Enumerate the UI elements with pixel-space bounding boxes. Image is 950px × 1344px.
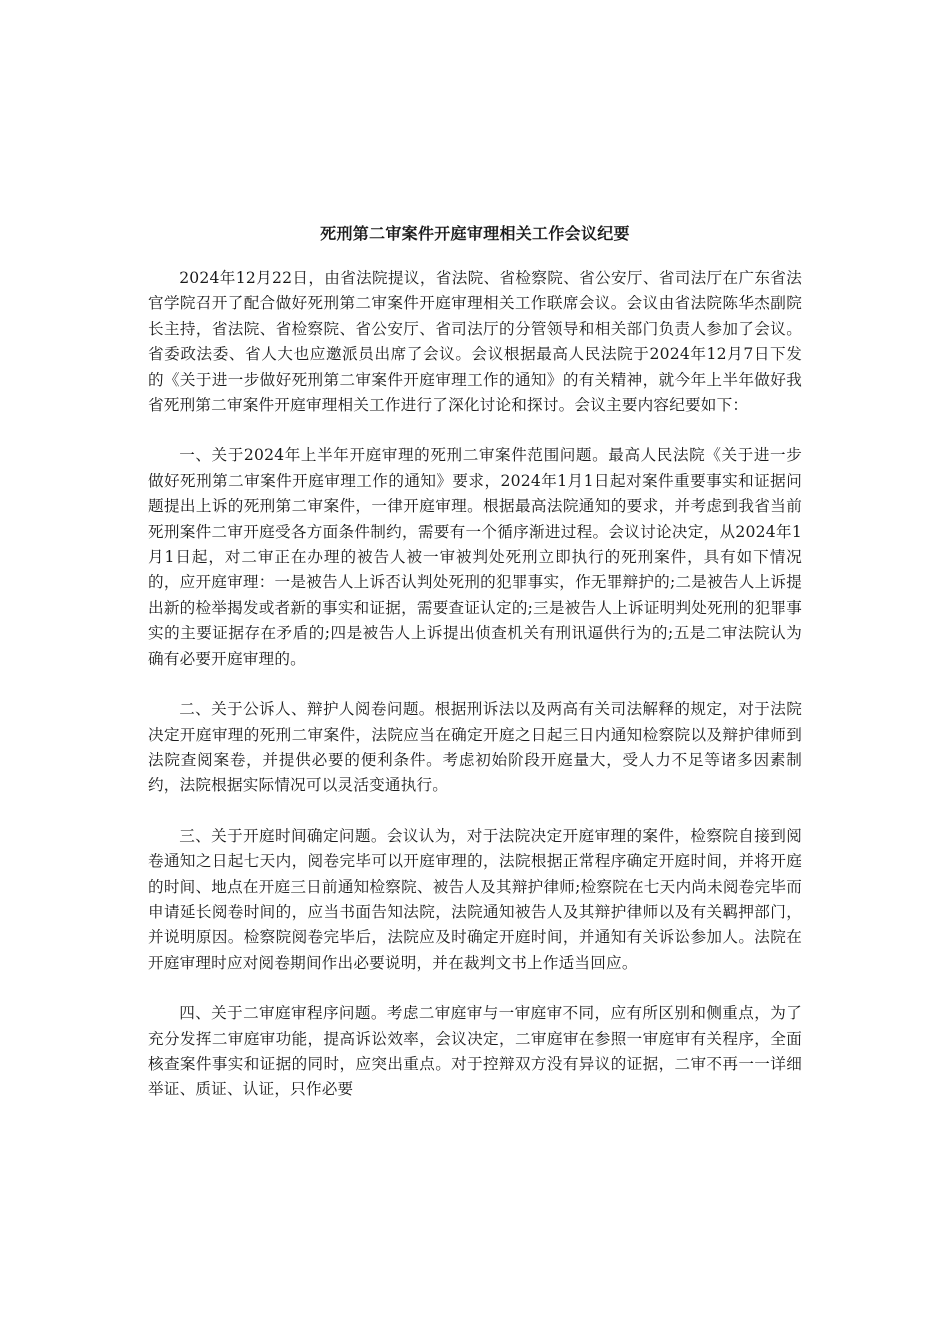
paragraph-section-3: 三、关于开庭时间确定问题。会议认为，对于法院决定开庭审理的案件，检察院自接到阅卷通知之日起七天内，阅卷完毕可以开庭审理的，法院根据正常程序确定开庭时间，并将开庭的时间、地点在开庭三日前通知检察院、被告人及其辩护律师;检察院在七天内尚未阅卷完毕而申请延长阅卷时间的，应当书面告知法院，法院通知被告人及其辩护律师以及有关羁押部门，并说明原因。检察院阅卷完毕后，法院应及时确定开庭时间，并通知有关诉讼参加人。法院在开庭审理时应对阅卷期间作出必要说明，并在裁判文书上作适当回应。: [148, 826, 802, 972]
paragraph-section-2: 二、关于公诉人、辩护人阅卷问题。根据刑诉法以及两高有关司法解释的规定，对于法院决定开庭审理的死刑二审案件，法院应当在确定开庭之日起三日内通知检察院以及辩护律师到法院查阅案卷，并提供必要的便利条件。考虑初始阶段开庭量大，受人力不足等诸多因素制约，法院根据实际情况可以灵活变通执行。: [148, 700, 802, 795]
paragraph-gap: [148, 799, 802, 824]
paragraph-section-1: 一、关于2024年上半年开庭审理的死刑二审案件范围问题。最高人民法院《关于进一步做好死刑第二审案件开庭审理工作的通知》要求，2024年1月1日起对案件重要事实和证据问题提出上诉的死刑第二审案件，一律开庭审理。根据最高法院通知的要求，并考虑到我省当前死刑案件二审开庭受各方面条件制约，需要有一个循序渐进过程。会议讨论决定，从2024年1月1日起，对二审正在办理的被告人被一审被判处死刑立即执行的死刑案件，具有如下情况的，应开庭审理：一是被告人上诉否认判处死刑的犯罪事实，作无罪辩护的;二是被告人上诉提出新的检举揭发或者新的事实和证据，需要查证认定的;三是被告人上诉证明判处死刑的犯罪事实的主要证据存在矛盾的;四是被告人上诉提出侦查机关有刑讯逼供行为的;五是二审法院认为确有必要开庭审理的。: [148, 446, 802, 668]
paragraph-intro: 2024年12月22日，由省法院提议，省法院、省检察院、省公安厅、省司法厅在广东省法官学院召开了配合做好死刑第二审案件开庭审理相关工作联席会议。会议由省法院陈华杰副院长主持，省法院、省检察院、省公安厅、省司法厅的分管领导和相关部门负责人参加了会议。省委政法委、省人大也应邀派员出席了会议。会议根据最高人民法院于2024年12月7日下发的《关于进一步做好死刑第二审案件开庭审理工作的通知》的有关精神，就今年上半年做好我省死刑第二审案件开庭审理相关工作进行了深化讨论和探讨。会议主要内容纪要如下：: [148, 269, 802, 415]
paragraph-gap: [148, 976, 802, 1001]
paragraph-gap: [148, 672, 802, 697]
document-body: [148, 224, 802, 1103]
paragraph-gap: [148, 418, 802, 443]
document-title: 死刑第二审案件开庭审理相关工作会议纪要: [320, 224, 630, 243]
paragraph-section-4: 四、关于二审庭审程序问题。考虑二审庭审与一审庭审不同，应有所区别和侧重点，为了充分发挥二审庭审功能，提高诉讼效率，会议决定，二审庭审在参照一审庭审有关程序，全面核查案件事实和证据的同时，应突出重点。对于控辩双方没有异议的证据，二审不再一一详细举证、质证、认证，只作必要: [148, 1004, 802, 1099]
